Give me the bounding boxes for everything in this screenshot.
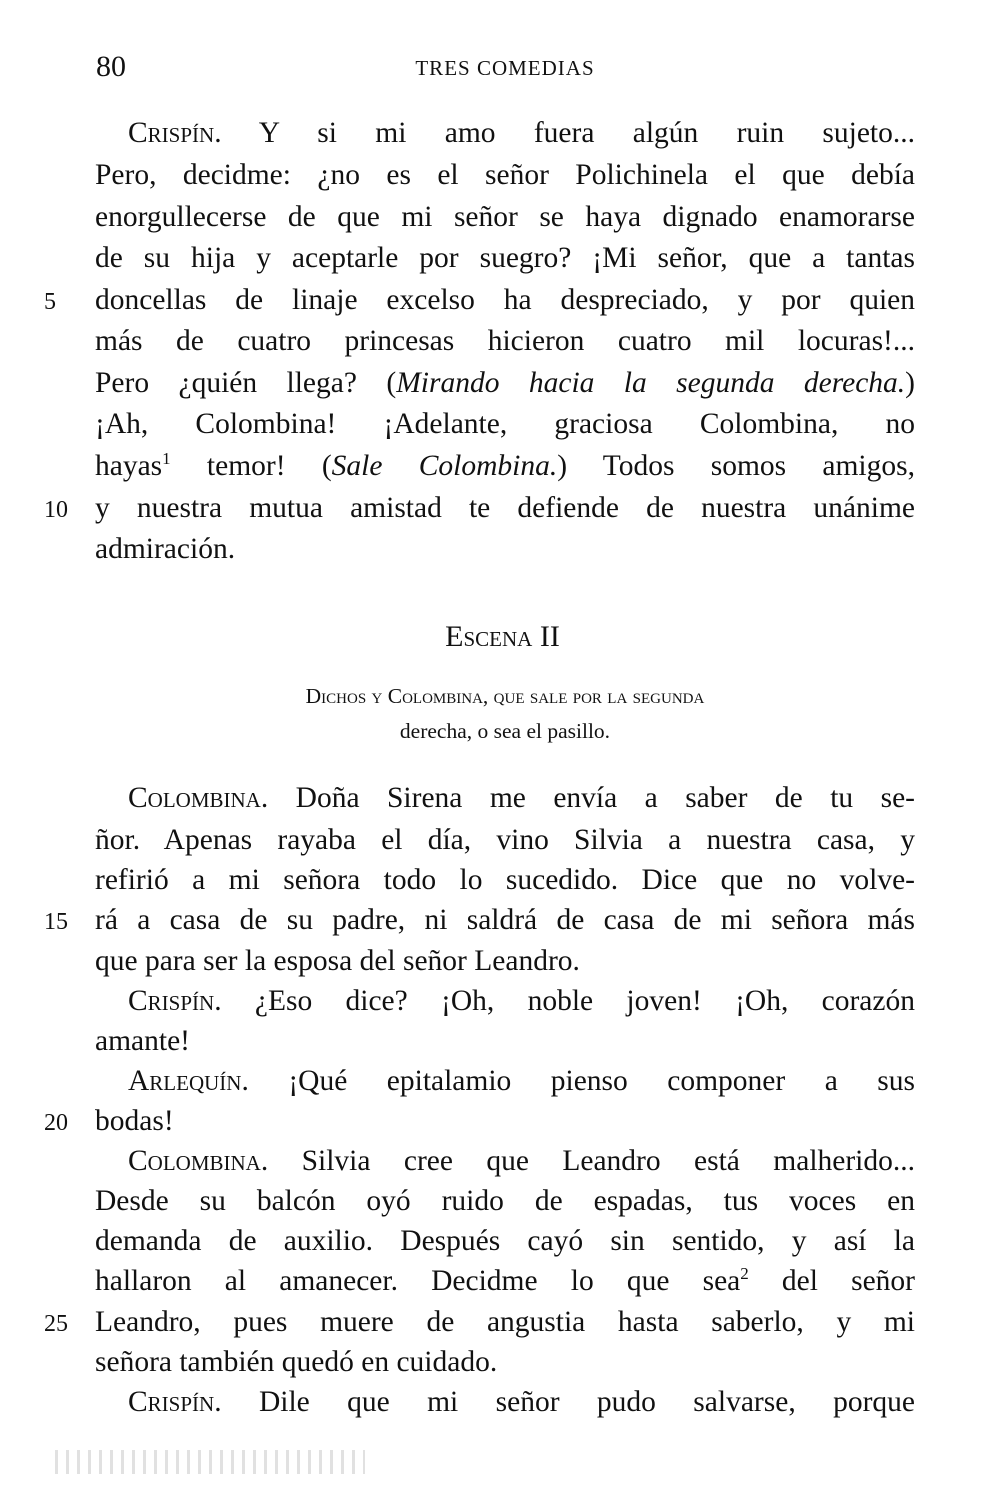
line-text: rá a casa de su padre, ni saldrá de casa de mi señora más [95, 904, 915, 936]
line-text: amante! [95, 1025, 190, 1057]
line-text: Pero, decidme: ¿no es el señor Polichinela el que debía [95, 159, 915, 191]
stage-direction: Mirando hacia la segunda derecha. [396, 367, 906, 399]
line-text: que para ser la esposa del señor Leandro. [95, 945, 580, 977]
line-text: refirió a mi señora todo lo sucedido. Dice que no volve- [95, 864, 915, 896]
stage-direction-line [0, 684, 1000, 709]
line-text: Pero ¿quién llega? ( [95, 367, 397, 399]
text-line [128, 780, 915, 816]
line-text: admiración. [95, 533, 236, 565]
line-text: de su hija y aceptarle por suegro? ¡Mi señor, que a tantas [95, 242, 915, 274]
text-line [95, 862, 915, 898]
line-text: ) Todos somos amigos, [557, 450, 915, 482]
line-text: ¡Qué epitalamio pienso componer a sus [248, 1065, 915, 1097]
footnote-ref[interactable]: 1 [162, 449, 171, 469]
line-text: temor! ( [170, 450, 332, 482]
text-line [95, 240, 915, 276]
line-number: 15 [44, 909, 68, 935]
line-text: señora también quedó en cuidado. [95, 1346, 498, 1378]
text-line [95, 490, 915, 526]
text-line [128, 1384, 915, 1420]
line-number: 25 [44, 1311, 68, 1337]
line-text: Y si mi amo fuera algún ruin sujeto... [221, 117, 915, 149]
line-text: Dile que mi señor pudo salvarse, porque [221, 1386, 915, 1418]
line-text: hallaron al amanecer. Decidme lo que sea [95, 1265, 741, 1297]
speaker-name: Colombina. [128, 782, 269, 814]
text-line [128, 1063, 915, 1099]
text-line [95, 531, 915, 567]
stage-direction-line [0, 719, 1000, 744]
text-line [95, 365, 915, 401]
line-number: 20 [44, 1110, 68, 1136]
text-line [128, 983, 915, 1019]
footnote-ref[interactable]: 2 [740, 1264, 749, 1284]
stage-direction-text: Dichos y Colombina, que sale por la segunda [305, 684, 705, 708]
text-line [95, 943, 915, 979]
page-number: 80 [96, 50, 126, 83]
line-text: más de cuatro princesas hicieron cuatro mil locuras!... [95, 325, 915, 357]
running-title: TRES COMEDIAS [415, 56, 595, 80]
text-line [95, 406, 915, 442]
text-line [95, 1263, 915, 1299]
scene-heading: Escena II [445, 620, 560, 653]
text-line [95, 448, 915, 484]
line-text: Leandro, pues muere de angustia hasta saberlo, y mi [95, 1306, 915, 1338]
line-text: enorgullecerse de que mi señor se haya dignado enamorarse [95, 201, 915, 233]
text-line [95, 902, 915, 938]
text-line [95, 282, 915, 318]
line-number: 10 [44, 497, 68, 523]
text-line [128, 1143, 915, 1179]
text-line [95, 1223, 915, 1259]
line-text: Silvia cree que Leandro está malherido... [268, 1145, 915, 1177]
text-line [95, 1023, 915, 1059]
line-text: Desde su balcón oyó ruido de espadas, tus voces en [95, 1185, 915, 1217]
text-line [95, 157, 915, 193]
text-line [95, 1183, 915, 1219]
text-line [95, 199, 915, 235]
speaker-name: Colombina. [128, 1145, 269, 1177]
line-text: ) [905, 367, 915, 399]
stage-direction-text: derecha, o sea el pasillo. [399, 719, 611, 743]
line-text: del señor [748, 1265, 915, 1297]
text-line [95, 1103, 915, 1139]
line-text: hayas [95, 450, 163, 482]
line-text: ¡Ah, Colombina! ¡Adelante, graciosa Colombina, no [95, 408, 915, 440]
text-line [95, 822, 915, 858]
text-line [128, 115, 915, 151]
line-text: demanda de auxilio. Después cayó sin sentido, y así la [95, 1225, 915, 1257]
line-text: bodas! [95, 1105, 174, 1137]
speaker-name: Arlequín. [128, 1065, 249, 1097]
line-text: ¿Eso dice? ¡Oh, noble joven! ¡Oh, corazón [221, 985, 915, 1017]
text-line [95, 1344, 915, 1380]
line-text: doncellas de linaje excelso ha despreciado, y por quien [95, 284, 915, 316]
line-text: Doña Sirena me envía a saber de tu se- [268, 782, 915, 814]
speaker-name: Crispín. [128, 1386, 222, 1418]
line-text: ñor. Apenas rayaba el día, vino Silvia a nuestra casa, y [95, 824, 915, 856]
line-number: 5 [44, 289, 56, 315]
speaker-name: Crispín. [128, 985, 222, 1017]
scan-smudge [55, 1450, 365, 1474]
speaker-name: Crispín. [128, 117, 222, 149]
line-text: y nuestra mutua amistad te defiende de nuestra unánime [95, 492, 915, 524]
text-line [95, 1304, 915, 1340]
stage-direction: Sale Colombina. [331, 450, 558, 482]
text-line [95, 323, 915, 359]
